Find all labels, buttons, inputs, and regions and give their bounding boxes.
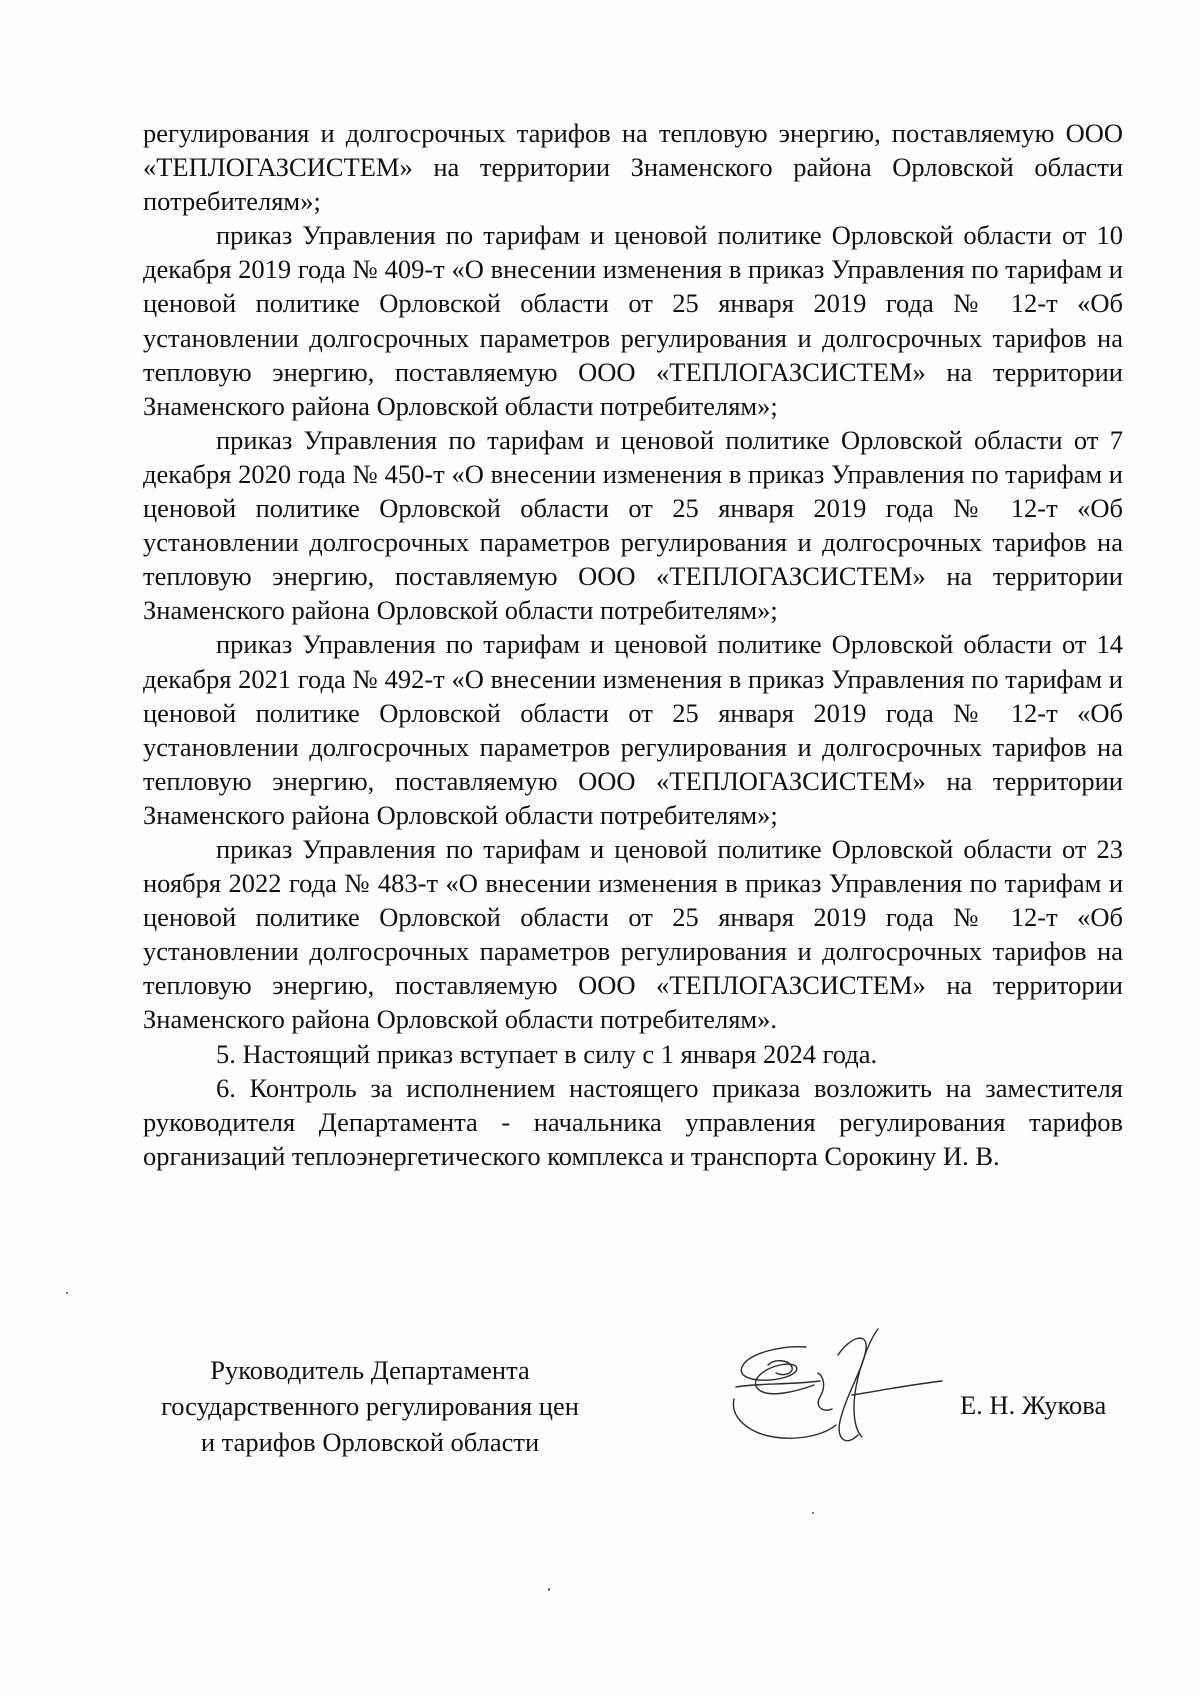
paragraph-order-483: приказ Управления по тарифам и ценовой политике Орловской области от 23 ноября 2022 года № 483-т «О внесении изменения в приказ Управления по тарифам и ценовой политике Орловской области от 25 января 2019 года № 12-т «Об установлении долгосрочных параметров регулирования и долгосрочных тарифов на тепловую энергию, поставляемую ООО «ТЕПЛОГАЗСИСТЕМ» на территории Знаменского района Орловской области потребителям». <box>143 833 1123 1035</box>
scan-speck <box>66 1292 68 1294</box>
paragraph-item-6: 6. Контроль за исполнением настоящего приказа возложить на заместителя руководителя Департамента - начальника управления регулирования тарифов организаций теплоэнергетического комплекса и транспорта Сорокину И. В. <box>143 1072 1123 1171</box>
handwritten-signature <box>728 1325 948 1460</box>
signatory-position-line-3: и тарифов Орловской области <box>200 1427 540 1457</box>
paragraph-order-409: приказ Управления по тарифам и ценовой политике Орловской области от 10 декабря 2019 года № 409-т «О внесении изменения в приказ Управления по тарифам и ценовой политике Орловской области от 25 января 2019 года № 12-т «Об установлении долгосрочных параметров регулирования и долгосрочных тарифов на тепловую энергию, поставляемую ООО «ТЕПЛОГАЗСИСТЕМ» на территории Знаменского района Орловской области потребителям»; <box>143 220 1123 421</box>
signatory-position-line-1: Руководитель Департамента <box>210 1355 530 1385</box>
scan-speck <box>812 1512 814 1514</box>
signatory-position <box>130 1352 610 1460</box>
paragraph-order-450: приказ Управления по тарифам и ценовой политике Орловской области от 7 декабря 2020 года № 450-т «О внесении изменения в приказ Управления по тарифам и ценовой политике Орловской области от 25 января 2019 года № 12-т «Об установлении долгосрочных параметров регулирования и долгосрочных тарифов на тепловую энергию, поставляемую ООО «ТЕПЛОГАЗСИСТЕМ» на территории Знаменского района Орловской области потребителям»; <box>143 424 1123 626</box>
signatory-position-line-2: государственного регулирования цен <box>161 1391 579 1421</box>
signatory-name: Е. Н. Жукова <box>960 1390 1107 1420</box>
scan-speck <box>548 1588 550 1591</box>
paragraph-continuation: регулирования и долгосрочных тарифов на тепловую энергию, поставляемую ООО «ТЕПЛОГАЗСИСТЕМ» на территории Знаменского района Орловской области потребителям»; <box>143 118 1123 217</box>
document-body <box>143 116 1123 1173</box>
paragraph-item-5: 5. Настоящий приказ вступает в силу с 1 января 2024 года. <box>216 1038 878 1069</box>
paragraph-order-492: приказ Управления по тарифам и ценовой политике Орловской области от 14 декабря 2021 года № 492-т «О внесении изменения в приказ Управления по тарифам и ценовой политике Орловской области от 25 января 2019 года № 12-т «Об установлении долгосрочных параметров регулирования и долгосрочных тарифов на тепловую энергию, поставляемую ООО «ТЕПЛОГАЗСИСТЕМ» на территории Знаменского района Орловской области потребителям»; <box>143 629 1123 830</box>
